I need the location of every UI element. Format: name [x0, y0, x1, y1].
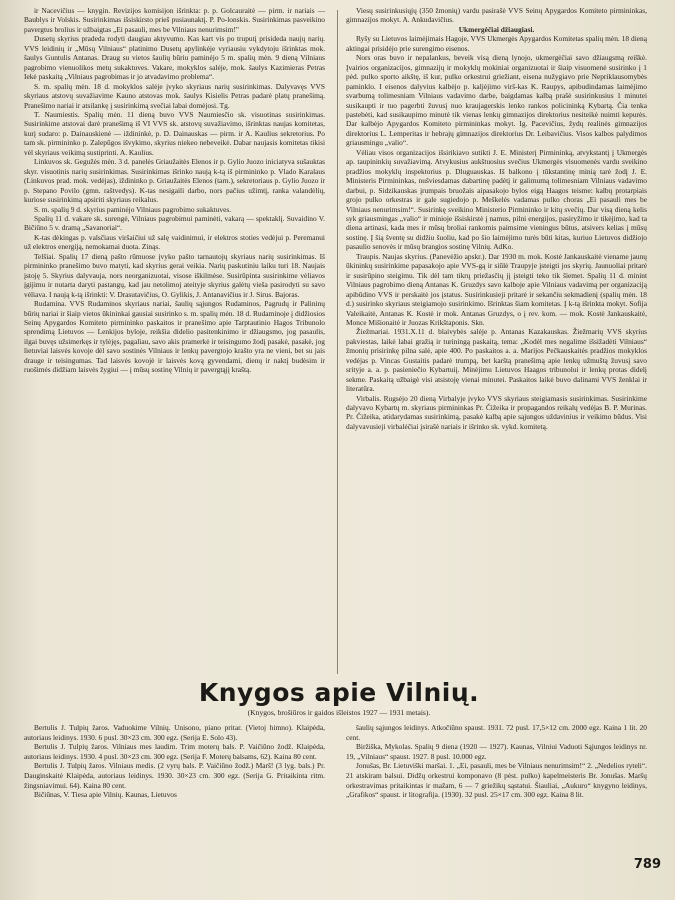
paragraph: Vėliau visos organizacijos išsirikiavo sutikti J. E. Ministerį Pirmininką, atvykstantį į Ukmergės ap. taupininkių suvažiavimą. Atvykusius aukštuosius svečius Ukmergės visuomenės vardu sveikino pradžios mokyklų inspektorius p. Dluguauskas. Iš balkono į tūkstantinę minią tarė žodį J. E. Ministeris Pirmininkas, nušviesdamas dabartinę padėtį ir galimumą tolimesniam Vilniaus vadavimo darbui, p. Sidzikauskas įrumpais bruožais aipasakojo bylos eigą Haagos teisme: kalbų protarpiais grojo pulko orkestras ir gale sugiedojo p. Meškelės vadamas pulko choras „Ei pasauli mes be Vilniaus nenurimsim!“. Susirinkę sveikino Ministerio Pirmininko ir kitų svečių. Dar visą dieną kelis syk griausmingas „valio“ ir minioje išsiskirstė į namus, pilni energijos, pasiryžimo ir tikėjimo, kad ta diena artinasi, kada mes ir mūsų broliai rankomis paimsime vieningus būtus, atsivers kelias į mūsų sostinę. Į šią šventę su didžiu šuoliu, kad po šio laimėjimo turės būti kitas, kuriuo Lietuvos didžiojo pasaulio senovės ir mūsų brangios sostinę Vilnių. AdKo.	[346, 147, 647, 252]
article-heading: Ukmergėčiai džiaugiasi.	[458, 24, 535, 34]
paragraph: Dusetų skyrius pradeda rodyti daugiau aktyvumo. Kas kart vis po truputį prisideda naujų narių. VVS leidinių ir „Mūsų Vilniaus“ platinimo Dusetų apylinkėje vyriausiu vykdytoju išrinktas mok. šaulys Guntulis Antanas. Draug su vietos šaulių būriu paminėjo 5 m. spalių mėn. 9 dieną Vilniaus pagrobimo vienuolikos metų sukaktuves. Vakare, mokyklos salėje, mok. šaulys Kazimieras Petras Iekė paskaitą „Vilniaus pagrobimas ir jo atvadavimo problema“.	[24, 34, 325, 82]
book-entry: Jonušas, Br. Lietuviški maršai. 1. „Ei, pasauli, mes be Vilniaus nenurimsim!“ 2. „Nedelios ryteli“. 21 atskiram balsui. Didžų orkestrui komponavo (8 pėst. pulko) kapelmeisteris Br. Jonušas. Maršų orkestravimas pritaikintas ir mažam, 6 — 7 griežikų sąstatui. Šiauliai, „Aukuro“ knygyno leidinys, „Grafikos“ spaust. ir litografija. (1930). 32 pusl. 25×17 cm. 300 egz. Kaina 8 lit.	[346, 761, 647, 800]
paragraph: ir Nacevičius — knygin. Revizijos komisijon išrinkta: p. p. Golcauraitė — pirm. ir nariais — Baublys ir Volskis. Susirinkimas išsiskirsto prieš pusiaunaktį. P. Po-lonskis. Susirinkimas pasveikino pavergtus brolius ir užbaigtas „Ei pasauli, mes be Vilniaus nenurimsim!"	[24, 6, 325, 34]
paragraph: S. m. spalių 9 d. skyrius paminėjo Vilniaus pagrobimo sukaktuves.	[34, 204, 232, 214]
book-entry: Bičiūnas, V. Tiesa apie Vilnių. Kaunas, Lietuvos	[34, 790, 177, 800]
paragraph: T. Naumiestis. Spalių mėn. 11 dieną buvo VVS Naumiesčio sk. visuotinas susirinkimas. Susirinkime atstovai darė pranešimą iš VI VVS sk. atstovų suvažiavimo, išrinktas naujas komitetas, kurį sudaro: p. Dainauskienė — iždininkė, p. D. Dainauskas — pirm. ir A. Kaulius sekretorius. Po tam sk. pirmininko p. Zalepūgos išvykimo, skyrius niekeo nebeveikė. Dabar naujasis komitetas tikisi vėl skyriaus veikimą sustiprinti. A. Kaulius.	[24, 109, 325, 157]
book-entry: šaulių sąjungos leidinys. Atkočiūno spaust. 1931. 72 pusl. 17,5×12 cm. 2000 egz. Kaina 1 lit. 20 cent.	[346, 723, 647, 742]
paragraph: Nors oras buvo ir nepalankus, beveik visą dieną lynojo, ukmergėčiai savo džiaugsmą reiškė. Įvairios organizacijos, gimnazijų ir mokyklų mokiniai organizuotai ir šiaip visuomenė susirinko į 1 pėd. pulko sporto aikštę, iš kur, pulko orkestrui griežiant, eisena nužygiavo prie Nepriklausomybės paminklo. I eisenos dalyvius kalbėjo p. kaljėjimo virš-kas K. Raupys, apibudindamas laimėjimo svarbumą tolimesniam Vilniaus vadavimo darbe, baigdamas kalbą prašė susirinkusius 1 minutei susikaupti ir tuo pagerbti žuvusį nuo kraujagerskis lenko rankos policininką Kybartą. Čia tenka pastebėti, kad susikaupimo minutė tik vienas lenkų gimnazijos direktorius nesiteikė nuimti kepurės. Dar kalbėjo Apygardos Komiteto pirmininkas mokyt. Ig. Pacevičius, žydų realinės gimnazijos direktorius L. Lemperitas ir hebrajų gimnazijos direktorius Dr. Leibavičius. Visos kalbos palydimos griausmingu „valio“.	[346, 53, 647, 148]
paragraph: K-tas dėkingas p. valsčiaus viršaičiui už salę vaidinimui, ir elektros stoties vedėjui p. Peremanui už elektros energiją, nemokamai duota. Zinąs.	[24, 232, 325, 252]
section-subtitle: (Knygos, brošiūros ir gaidos išleistos 1927 — 1931 metais).	[247, 708, 431, 717]
books-right-column	[346, 723, 647, 800]
books-list	[24, 723, 654, 873]
section-title: Knygos apie Vilnių.	[198, 678, 480, 707]
books-left-column	[24, 723, 325, 800]
paragraph: Rudamina. VVS Rudaminos skyriaus nariai, šaulių sąjungos Rudaminos, Pagrudų ir Palininų būrių nariai ir šiaip vietos ūkininkai gausiai susirinko s. m. spalių mėn. 18 d. Rudaminoje į didžiosios Seinų Apygardos Komiteto pirmininko paskaitos ir pranešimo apie Tarptautinio Hagos Tribunolo sprendimą Lietuvos — Lenkijos byloje, reikšia didelio pasitenkinimo ir džiaugsmo, jog pasaulis, ilgai buvęs užsimerkęs ir tylėjęs, pagaliau, savo akis pramerkė ir teisingumo žodį pasakė, pasakė, jog lietuviai laisvės kovoje dėl savo sostinės Vilniaus ir lenkų pavergtojo krašto yra ne vieni, bet su jais drauge ir teisingumas. Tad laisvės kovojė ir laisvės kovą gyvendami, dienų ir naktį budėsim ir ruošimės didžiam laisvės žygiui — į mūsų sostinę Vilnių ir pavergtąjį kraštą.	[24, 299, 325, 375]
paragraph: Virbalis. Rugsėjo 20 dieną Virbalyje įvyko VVS skyriaus steigiamasis susirinkimas. Susirinkime dalyvavo Kybartų m. skyriaus pirmininkas Pr. Čižeika ir propagandos reikalų vedėjas B. P. Murinas. Pr. Čižeika, atidarydamas susirinkimą, pasakė kalbą apie sąjungos uždavinius ir veikimo būdus. Visi dalyvavusieji virbalėčiai įsirašė nariais ir išrinko sk. vykd. komitetą.	[346, 393, 647, 431]
page-number: 789	[633, 857, 661, 872]
book-entry: Bertulis J. Tulpių žaros. Vaduokime Vilnių. Unisono, piano pritar. (Vietoj himno). Klaipėda, autoriaus leidinys. 1930. 6 pusl. 30×23 cm. 300 egz. (Serija E. Solo 43).	[24, 723, 325, 742]
paragraph: S. m. spalių mėn. 18 d. mokyklos salėje įvyko skyriaus narių susirinkimas. Dalyvavęs VVS skyriaus atstovų suvažiavime Kauno atstovas mok. šaulys Kisielis Petras padarė platų pranešimą. Pranešimo nariai ir atsilankę į susirinkimą svečiai labai domėjosi. Tg.	[24, 81, 325, 110]
paragraph: Spalių 11 d. vakare sk. surengė, Vilniaus pagrobimui paminėti, vakarą — spektaklį. Suvaidino V. Bičiūno 5 v. dramą „Savanoriai“.	[24, 213, 325, 233]
left-column	[24, 6, 325, 375]
paragraph: Telšiai. Spalių 17 dieną pašto rūmuose įvyko pašto tarnautojų skyriaus narių susirinkimas. Iš pirmininko pranešimo buvo matyti, kad skyrius gerai veikia. Narių paskutiniu laiku turi 18. Naujais įstoję 5. Skyrius dalyvauja, nors neorganizuotai, visose iškilmėse. Susirūpinta susirinkime vėliavos įgijimu ir nutarta daryti pastangų, kad jau netolimoj ateityje skyrius galėtų vieša pasirodyti su savo vėliava. I naują k-tą išrinkti: V. Drasutavičius, O. Gylikis, J. Antanavičius ir J. Sirus. Bajoras.	[24, 251, 325, 299]
paragraph: Žiežmariai. 1931.X.11 d. blaivybės salėje p. Antanas Kazakauskas. Žiežmarių VVS skyrius pakviestas, laikė labai gražią ir turiningą paskaitą, tema: „Kodėl mes negalime išsižadėti Vilniaus“ žmonių prisirinkę pilna salė, apie 400. Po paskaitos a. a. Marijos Pečkauskaitės pradžios mokyklos vedėjas p. Vincas Gustaitis padarė trumpą, bet karštą pranešimą apie lenkų užmuštą žuvusį savo srityje a. a. p. pasieniečio Kybartuiį. Minėjimu Lietuvos Haagos tribunolui ir lenkų protas didelį sekme. Paskaitą užbaigė visi atsistoję vienai minutei. Paskaitos laikė buvo dalinami VVS ženklai ir literatūra.	[346, 327, 647, 394]
paragraph: Viesų susirinkusiųjų (350 žmonių) vardu pasirašė VVS Seinų Apygardos Komiteto pirmininkas, gimnazijos mokyt. A. Ankudavičius.	[346, 6, 647, 25]
paragraph: Traupis. Naujas skyrius. (Panevėžio apskr.). Dar 1930 m. mok. Kostė Jankauskaitė viename jaunų ūkininkų susirinkime papasakojo apie VVS-gą ir siūlė Traupyje įsteigti jos skyrių. Jaunuoliai pritarė ir susirūpino steigimu. Tik dėl tam tikrų priežasčių jį įsteigti teko tik šiemet. Spalių 11 d. minint Vilniaus pagrobimo dieną Antanas K. Gruzdys savo kalboje apie Vilniaus vadavimą per organizaciją apibūdino VVS ir perskaitė jos įstatus. Susirinkusieji pritarė ir sekančiu sekmadienį (spalių mėn. 18 d.) susirinko skyriaus steigiamojo susirinkimo. Išrinktas šiam komitetas. Į k-tą išrinkta mokyt. Sofija Valeikaitė, Antanas K. Kostė ir mok. Antanas Gruzdys, o į rev. kom. — mok. Kostė Jankauskaitė, Monce Mišionaitė ir Juozas Krikštaponis. Skn.	[346, 251, 647, 327]
column-divider	[337, 10, 338, 674]
book-entry: Biržiška, Mykolas. Spalių 9 diena (1920 — 1927). Kaunas, Vilniui Vaduoti Sąjungos leidinys nr. 19, „Vilniaus“ spaust. 1927. 8 pusl. 10.000 egz.	[346, 742, 647, 761]
article-columns	[24, 6, 654, 674]
paragraph: Linkuvos sk. Gegužės mėn. 3 d. panelės Griaužaitės Elenos ir p. Gylio Juozo iniciatyva sušauktas skyr. visuotinis narių susirinkimas. Susirinkimas išrinko naują k-tą iš pirmininko p. Vlado Karalaus (Linkuvos prad. mok. vedėjas), iždininko p. Griaužaitės Elenos (tarn.), sekretoriaus p. Gylio Juozo ir p. Stepano Povilo (gmn. raštvedys). K-tas nesigaili darbo, nors pačius užimtį, ranka valandėlių, kuriose susirinkimą apsiriti skyriaus reikalus.	[24, 157, 325, 205]
book-entry: Bertulis J. Tulpių žaros. Vilniaus mes laudim. Trim moterų bals. P. Vaičiūno žodž. Klaipėda, autoriaus leidinys. 1930. 4 pusl. 30×23 cm. 300 egz. (Serija F. Moterų balsams, 62). Kaina 80 cent.	[24, 742, 325, 761]
right-column	[346, 6, 647, 431]
book-entry: Bertulis J. Tulpių žaros. Vilniaus medis. (2 vyrų bals. P. Vaičiūno žodž.) Marš! (3 lyg. bals.) Pr. Dauginskaitė Klaipėda, autoriaus leidinys. 1930. 30×23 cm. 300 egz. (Serija G. Pritaikinta ritm. žingsniavimui. 64). Kaina 80 cent.	[24, 761, 325, 790]
books-section-header	[24, 678, 654, 717]
paragraph: Ryšy su Lietuvos laimėjimais Hagoje, VVS Ukmergės Apygardos Komitetas spalių mėn. 18 dieną aktingai prisidėjo prie surengimo eisenos.	[346, 34, 647, 53]
